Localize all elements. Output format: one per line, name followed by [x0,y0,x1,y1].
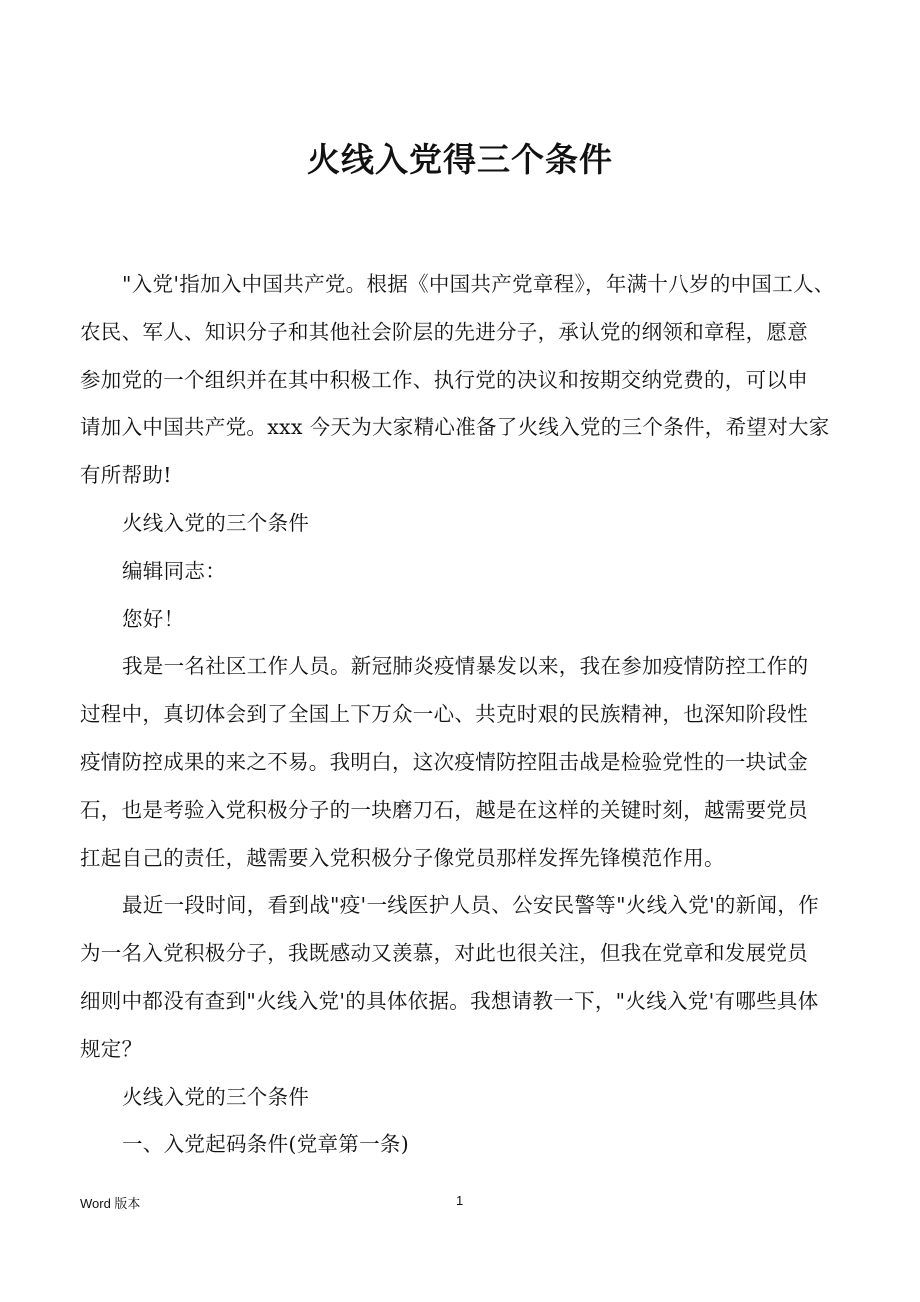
paragraph [80,261,850,500]
paragraph-line: 为一名入党积极分子，我既感动又羡慕，对此也很关注，但我在党章和发展党员 [80,941,808,966]
paragraph-line: 有所帮助! [80,463,172,488]
paragraph-line: 编辑同志： [122,558,226,583]
paragraph-line: 一、入党起码条件(党章第一条) [122,1132,409,1157]
paragraph-line: 火线入党的三个条件 [122,1084,310,1109]
paragraph-line: 我是一名社区工作人员。新冠肺炎疫情暴发以来，我在参加疫情防控工作的 [122,654,809,679]
paragraph-line: 农民、军人、知识分子和其他社会阶层的先进分子，承认党的纲领和章程，愿意 [80,319,808,344]
footer-label: Word 版本 [80,1196,141,1211]
paragraph [80,882,850,1073]
paragraph-line: 最近一段时间，看到战"疫'一线医护人员、公安民警等"火线入党'的新闻，作 [122,893,819,918]
paragraph-line: 疫情防控成果的来之不易。我明白，这次疫情防控阻击战是检验党性的一块试金 [80,749,808,774]
page-number: 1 [456,1193,464,1208]
document-body [80,261,850,1169]
paragraph [80,1121,850,1169]
paragraph-line: "入党'指加入中国共产党。根据《中国共产党章程》，年满十八岁的中国工人、 [122,272,835,296]
paragraph [80,548,850,596]
paragraph [80,1074,850,1122]
paragraph [80,596,850,644]
paragraph-line: 规定？ [80,1036,143,1061]
paragraph-line: 细则中都没有查到"火线入党'的具体依据。我想请教一下，"火线入党'有哪些具体 [80,988,819,1013]
paragraph-line: 请加入中国共产党。xxx 今天为大家精心准备了火线入党的三个条件，希望对大家 [80,415,830,440]
paragraph-line: 过程中，真切体会到了全国上下万众一心、共克时艰的民族精神，也深知阶段性 [80,702,808,727]
paragraph [80,500,850,548]
paragraph-line: 参加党的一个组织并在其中积极工作、执行党的决议和按期交纳党费的，可以申 [80,367,808,392]
paragraph-line: 石，也是考验入党积极分子的一块磨刀石，越是在这样的关键时刻，越需要党员 [80,797,808,822]
paragraph-line: 扛起自己的责任，越需要入党积极分子像党员那样发挥先锋模范作用。 [80,845,725,870]
paragraph-line: 您好！ [122,606,185,631]
paragraph-line: 火线入党的三个条件 [122,510,310,535]
paragraph [80,643,850,882]
document-title: 火线入党得三个条件 [307,140,613,179]
